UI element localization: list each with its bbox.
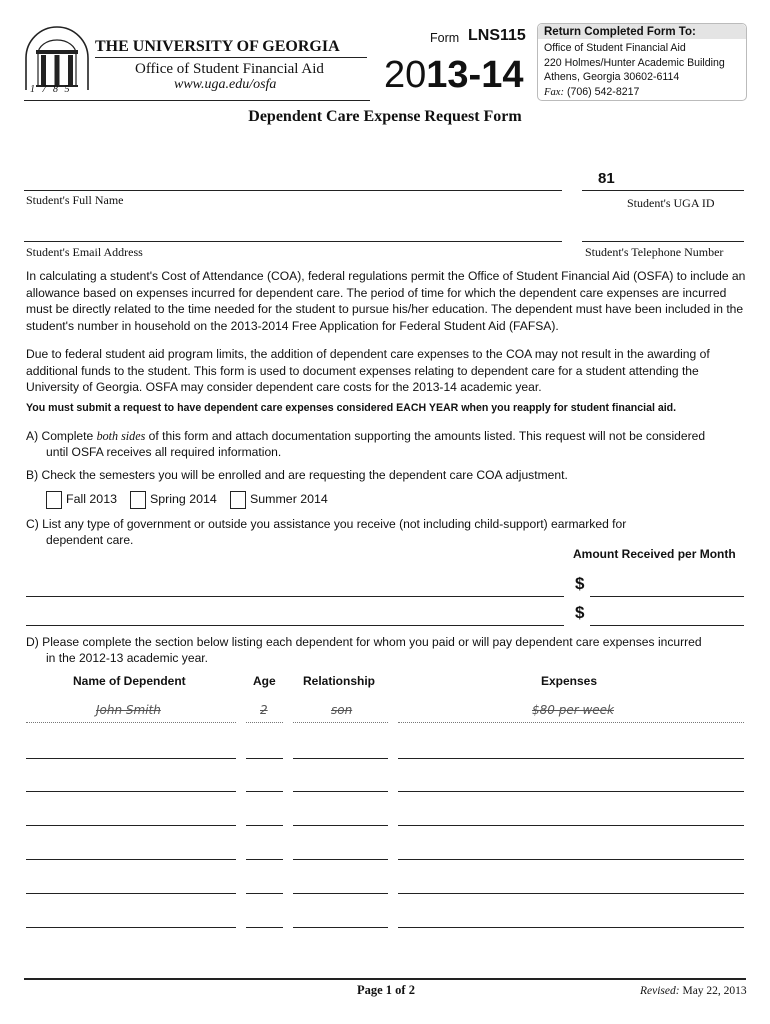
fax-number: (706) 542-8217 [566, 85, 640, 98]
dependent-relationship-field[interactable] [293, 791, 388, 792]
dependent-age-field[interactable] [246, 758, 283, 759]
dependent-name-field[interactable] [26, 859, 236, 860]
dependent-name-field[interactable] [26, 758, 236, 759]
amount-line-2[interactable] [590, 625, 744, 626]
return-heading: Return Completed Form To: [538, 24, 746, 39]
dependent-relationship-field[interactable] [293, 825, 388, 826]
option-spring-2014: Spring 2014 [150, 492, 217, 506]
annual-notice: You must submit a request to have dependent care expenses considered EACH YEAR when you reapply for student financial aid. [26, 402, 677, 414]
page-number: Page 1 of 2 [357, 983, 415, 997]
form-label: Form [430, 31, 460, 45]
full-name-line[interactable] [24, 190, 562, 191]
uga-id-value[interactable]: 81 [598, 170, 615, 187]
dependent-expenses-field[interactable] [398, 893, 744, 894]
col-header-age: Age [253, 674, 276, 688]
seal-year: 1 7 8 5 [30, 84, 72, 95]
example-relationship: son [331, 703, 353, 717]
dependent-age-field[interactable] [246, 859, 283, 860]
dependent-age-field[interactable] [246, 893, 283, 894]
full-name-label: Student's Full Name [26, 193, 124, 207]
fax-label: Fax: [544, 86, 564, 98]
dependent-relationship-field[interactable] [293, 927, 388, 928]
dependent-relationship-field[interactable] [293, 893, 388, 894]
checkbox-spring-2014[interactable] [130, 491, 146, 509]
col-header-name: Name of Dependent [73, 674, 186, 688]
section-a [26, 428, 756, 460]
amount-line-1[interactable] [590, 596, 744, 597]
phone-label: Student's Telephone Number [585, 245, 724, 259]
dependent-expenses-field[interactable] [398, 859, 744, 860]
website-link[interactable]: www.uga.edu/osfa [174, 77, 277, 92]
option-summer-2014: Summer 2014 [250, 492, 328, 506]
return-line-2: 220 Holmes/Hunter Academic Building [544, 56, 725, 69]
academic-year [384, 53, 523, 97]
section-c-line-1: C) List any type of government or outside you assistance you receive (not including child-support) earmarked for [26, 517, 627, 531]
dependent-expenses-field[interactable] [398, 791, 744, 792]
year-prefix: 20 [384, 54, 427, 96]
return-box [537, 23, 747, 101]
example-age: 2 [260, 703, 268, 717]
section-d-line-1: D) Please complete the section below listing each dependent for whom you paid or will pay dependent care expenses incurred [26, 635, 702, 649]
email-line[interactable] [24, 241, 562, 242]
dependent-name-field[interactable] [26, 825, 236, 826]
university-name: THE UNIVERSITY OF GEORGIA [95, 38, 340, 55]
section-d-line-2: in the 2012-13 academic year. [46, 651, 209, 665]
section-a-emphasis: both sides [96, 429, 146, 443]
coa-paragraph: In calculating a student's Cost of Attendance (COA), federal regulations permit the Office of Student Financial Aid (OSFA) to include an allowance based on expenses incurred for dependent care. The period of time for which the dependent care expenses are incurred must be directly related to the time needed for the student to pursue his/her education. The dependent must have been included in the student's number in household on the 2013-2014 Free Application for Federal Student Aid (FAFSA). [26, 269, 746, 333]
section-b-text: B) Check the semesters you will be enrolled and are requesting the dependent care COA adjustment. [26, 468, 568, 482]
year-suffix: 13-14 [426, 54, 524, 96]
dependent-expenses-field[interactable] [398, 825, 744, 826]
uga-id-label: Student's UGA ID [627, 196, 715, 210]
revised-date [640, 985, 747, 997]
section-a-prefix: A) Complete [26, 429, 97, 443]
limits-paragraph: Due to federal student aid program limits, the addition of dependent care expenses to the COA may not result in the awarding of additional funds to the student. This form is used to document expenses relating to dependent care for a student attending the University of Georgia. OSFA may consider dependent care costs for the 2013-14 academic year. [26, 347, 710, 394]
dollar-sign-1: $ [575, 574, 585, 593]
dependent-age-field[interactable] [246, 825, 283, 826]
checkbox-fall-2013[interactable] [46, 491, 62, 509]
dependent-expenses-field[interactable] [398, 758, 744, 759]
col-header-relationship: Relationship [303, 674, 376, 688]
phone-line[interactable] [582, 241, 744, 242]
dependent-relationship-field[interactable] [293, 859, 388, 860]
return-fax [544, 85, 740, 101]
example-name: John Smith [96, 703, 161, 717]
return-line-1: Office of Student Financial Aid [544, 42, 686, 54]
assistance-line-1[interactable] [26, 596, 564, 597]
checkbox-summer-2014[interactable] [230, 491, 246, 509]
dependent-expenses-field[interactable] [398, 927, 744, 928]
revised-label: Revised: [640, 985, 680, 997]
uga-id-line[interactable] [582, 190, 744, 191]
dependent-name-field[interactable] [26, 927, 236, 928]
section-a-line-2: until OSFA receives all required information. [46, 445, 282, 459]
section-a-rest: of this form and attach documentation supporting the amounts listed. This request will not be considered [145, 429, 706, 443]
dependent-relationship-field[interactable] [293, 758, 388, 759]
form-number: LNS115 [468, 27, 526, 44]
amount-header: Amount Received per Month [573, 547, 736, 561]
return-line-3: Athens, Georgia 30602-6114 [544, 71, 680, 83]
example-expenses: $80 per week [532, 703, 614, 717]
col-header-expenses: Expenses [541, 674, 598, 688]
dependent-age-field[interactable] [246, 791, 283, 792]
footer-rule [24, 978, 746, 980]
email-label: Student's Email Address [26, 245, 143, 259]
option-fall-2013: Fall 2013 [66, 492, 117, 506]
section-c [26, 516, 626, 548]
section-c-line-2: dependent care. [46, 533, 134, 547]
dollar-sign-2: $ [575, 603, 585, 622]
section-d [26, 634, 702, 666]
office-name: Office of Student Financial Aid [135, 61, 324, 77]
dependent-name-field[interactable] [26, 791, 236, 792]
dependent-age-field[interactable] [246, 927, 283, 928]
dependent-name-field[interactable] [26, 893, 236, 894]
revised-value: May 22, 2013 [682, 985, 747, 997]
form-title: Dependent Care Expense Request Form [248, 108, 522, 125]
assistance-line-2[interactable] [26, 625, 564, 626]
